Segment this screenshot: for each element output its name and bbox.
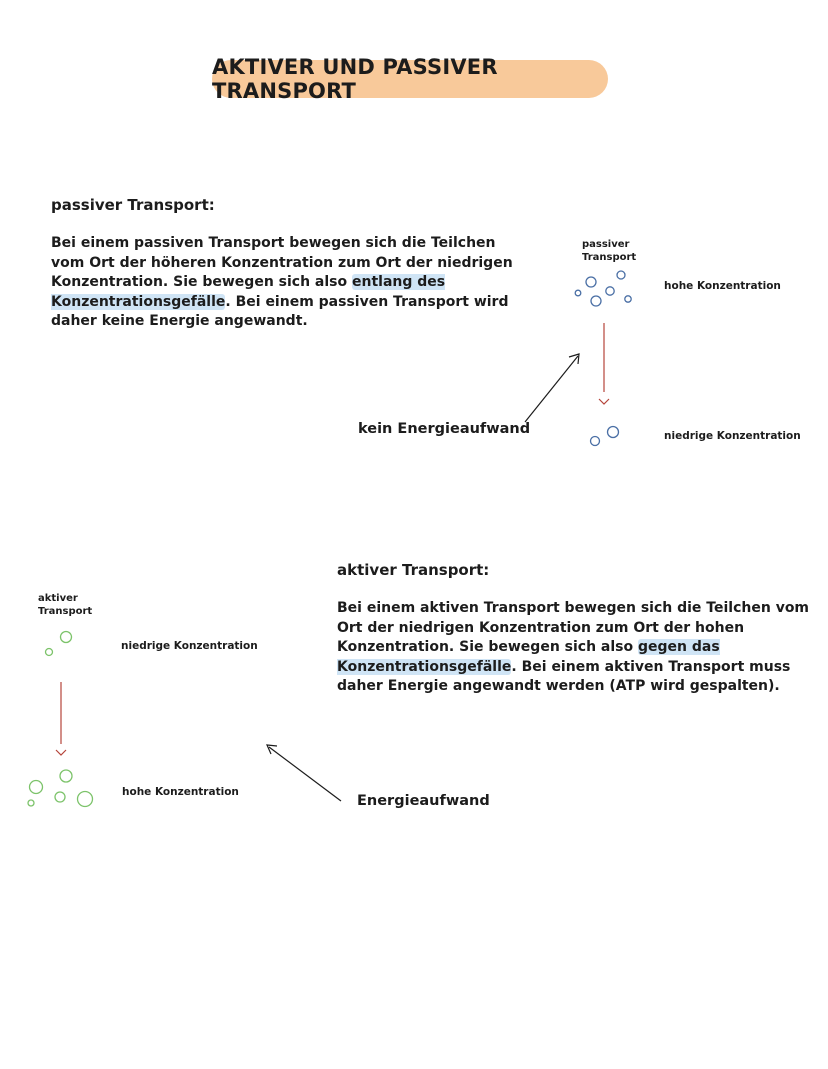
- active-low-label: niedrige Konzentration: [121, 640, 258, 652]
- particle-icon: [606, 287, 614, 295]
- passive-diagram-title: passiver Transport: [582, 239, 637, 263]
- active-highlight: gegen das Konzentrationsgefälle: [337, 639, 720, 675]
- passive-heading: passiver Transport:: [51, 196, 215, 214]
- active-text-before: Bei einem aktiven Transport bewegen sich die Teilchen vom Ort der niedrigen Konzentration zum Ort der hohen Konzentration. Sie bewegen sich also: [337, 600, 810, 655]
- active-high-particles: [28, 770, 93, 807]
- particle-icon: [46, 649, 53, 656]
- active-text-after: . Bei einem aktiven Transport muss daher Energie angewandt werden (ATP wird gespalten).: [337, 658, 791, 694]
- active-low-particles: [46, 632, 72, 656]
- passive-low-label: niedrige Konzentration: [664, 430, 801, 442]
- passive-text-before: Bei einem passiven Transport bewegen sich die Teilchen vom Ort der höheren Konzentration zum Ort der niedrigen Konzentration. Sie bewegen sich also: [51, 235, 513, 290]
- particle-icon: [575, 290, 581, 296]
- particle-icon: [617, 271, 625, 279]
- active-diagram-title: aktiver Transport: [38, 593, 93, 617]
- passive-low-particles: [591, 427, 619, 446]
- passive-pointer-arrow: [525, 354, 579, 422]
- passive-high-particles: [575, 271, 631, 306]
- active-down-arrow: [56, 682, 66, 755]
- passive-high-label: hohe Konzentration: [664, 280, 781, 292]
- particle-icon: [586, 277, 596, 287]
- particle-icon: [28, 800, 34, 806]
- particle-icon: [61, 632, 72, 643]
- passive-text-after: . Bei einem passiven Transport wird daher keine Energie angewandt.: [51, 293, 509, 329]
- active-energy-label: Energieaufwand: [357, 793, 490, 809]
- particle-icon: [608, 427, 619, 438]
- particle-icon: [30, 781, 43, 794]
- active-high-label: hohe Konzentration: [122, 786, 239, 798]
- particle-icon: [55, 792, 65, 802]
- passive-highlight: entlang des Konzentrationsgefälle: [51, 274, 446, 310]
- active-pointer-arrow: [267, 745, 341, 801]
- page-title: AKTIVER UND PASSIVER TRANSPORT: [212, 55, 498, 103]
- particle-icon: [591, 437, 600, 446]
- particle-icon: [625, 296, 631, 302]
- particle-icon: [60, 770, 72, 782]
- active-heading: aktiver Transport:: [337, 561, 490, 579]
- particle-icon: [591, 296, 601, 306]
- particle-icon: [78, 792, 93, 807]
- passive-down-arrow: [599, 323, 609, 404]
- passive-energy-label: kein Energieaufwand: [358, 421, 531, 437]
